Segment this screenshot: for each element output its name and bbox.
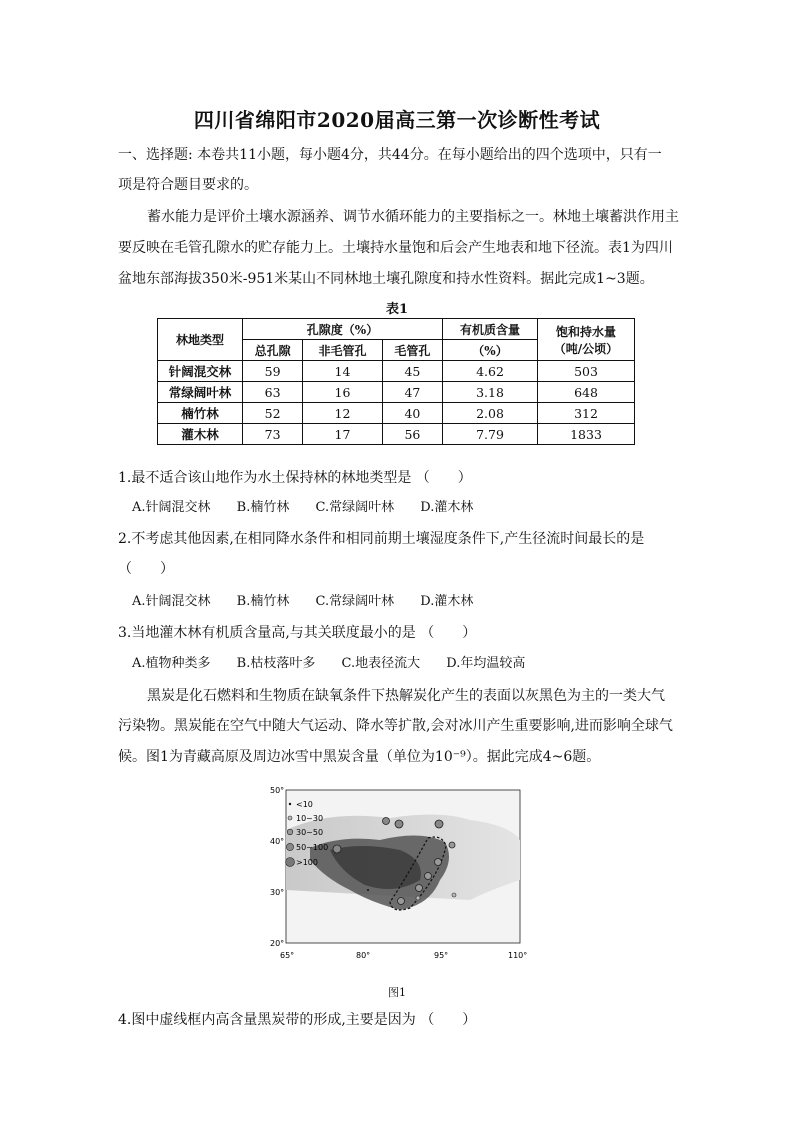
lat-label: 30° (270, 888, 285, 897)
header-forest-type: 林地类型 (158, 319, 243, 361)
cell: 503 (538, 361, 635, 382)
option-a: A.针阔混交林 (132, 594, 211, 609)
sample-point (416, 896, 420, 900)
cell: 47 (382, 382, 442, 403)
legend-marker (286, 843, 293, 850)
figure-caption: 图1 (388, 986, 406, 999)
table-row (158, 403, 635, 424)
section-intro-line-1: 一、选择题: 本卷共11小题，每小题4分，共44分。在每小题给出的四个选项中，只有一 (118, 147, 662, 163)
page-title: 四川省绵阳市2020届高三第一次诊断性考试 (193, 108, 601, 132)
cell: 常绿阔叶林 (158, 382, 243, 403)
option-b: B.楠竹林 (236, 594, 290, 609)
black-carbon-map (270, 780, 540, 970)
cell: 7.79 (443, 424, 538, 445)
question-2-bracket: （ ） (118, 561, 174, 577)
cell: 2.08 (443, 403, 538, 424)
passage-1-line-3: 盆地东部海拔350米-951米某山不同林地土壤孔隙度和持水性资料。据此完成1~3题。 (118, 271, 654, 287)
option-a: A.针阔混交林 (132, 500, 211, 515)
sample-point (398, 898, 405, 905)
header-water (538, 319, 635, 361)
sample-point (383, 818, 390, 825)
sample-point (395, 820, 403, 828)
sample-point (367, 889, 369, 891)
lon-label: 110° (508, 951, 528, 960)
legend-marker (287, 829, 293, 835)
legend-label: 30~50 (296, 828, 324, 837)
header-water-label: 饱和持水量 (555, 324, 616, 339)
legend-marker (288, 816, 292, 820)
lat-label: 50° (270, 786, 285, 795)
question-4: 4.图中虚线框内高含量黑炭带的形成,主要是因为 （ ） (118, 1012, 477, 1028)
header-organic-unit: （%） (443, 340, 538, 361)
legend-label: <10 (296, 800, 313, 809)
lon-label: 95° (434, 951, 449, 960)
header-porosity: 孔隙度（%） (243, 319, 443, 340)
header-water-unit: （吨/公顷） (553, 341, 619, 356)
soil-data-table (157, 318, 635, 445)
cell: 648 (538, 382, 635, 403)
option-d: D.年均温较高 (446, 656, 526, 671)
option-d: D.灌木林 (420, 500, 474, 515)
cell: 4.62 (443, 361, 538, 382)
cell: 40 (382, 403, 442, 424)
cell: 52 (243, 403, 303, 424)
passage-1-line-2: 要反映在毛管孔隙水的贮存能力上。土壤持水量饱和后会产生地表和地下径流。表1为四川 (118, 240, 673, 256)
cell: 59 (243, 361, 303, 382)
sample-point (425, 873, 432, 880)
cell: 312 (538, 403, 635, 424)
cell: 45 (382, 361, 442, 382)
cell: 针阔混交林 (158, 361, 243, 382)
legend-label: 50~100 (296, 843, 329, 852)
header-organic: 有机质含量 (443, 319, 538, 340)
passage-2-line-3: 候。图1为青藏高原及周边冰雪中黑炭含量（单位为10⁻⁹）。据此完成4~6题。 (118, 749, 601, 765)
table-row (158, 382, 635, 403)
section-intro-line-2: 项是符合题目要求的。 (118, 177, 258, 193)
cell: 17 (303, 424, 383, 445)
sample-point (435, 820, 443, 828)
subheader-noncapillary: 非毛管孔 (303, 340, 383, 361)
cell: 3.18 (443, 382, 538, 403)
cell: 楠竹林 (158, 403, 243, 424)
legend-label: >100 (296, 858, 318, 867)
cell: 1833 (538, 424, 635, 445)
lon-label: 65° (280, 951, 295, 960)
question-3-options (132, 654, 547, 674)
cell: 灌木林 (158, 424, 243, 445)
option-c: C.常绿阔叶林 (315, 500, 395, 515)
cell: 12 (303, 403, 383, 424)
sample-point (333, 845, 341, 853)
lat-label: 40° (270, 837, 285, 846)
lon-label: 80° (356, 951, 371, 960)
sample-point (449, 842, 455, 848)
option-c: C.常绿阔叶林 (315, 594, 395, 609)
option-b: B.楠竹林 (236, 500, 290, 515)
cell: 56 (382, 424, 442, 445)
legend-marker (286, 858, 295, 867)
sample-point (452, 893, 456, 897)
question-1: 1.最不适合该山地作为水土保持林的林地类型是 （ ） (118, 470, 472, 486)
option-d: D.灌木林 (420, 594, 474, 609)
question-2-options (132, 592, 495, 612)
passage-2-line-1: 黑炭是化石燃料和生物质在缺氧条件下热解炭化产生的表面以灰黑色为主的一类大气 (147, 688, 665, 704)
sample-point (435, 859, 442, 866)
option-c: C.地表径流大 (341, 656, 421, 671)
cell: 63 (243, 382, 303, 403)
option-a: A.植物种类多 (132, 656, 211, 671)
legend-label: 10~30 (296, 814, 324, 823)
option-b: B.枯枝落叶多 (236, 656, 316, 671)
cell: 16 (303, 382, 383, 403)
question-1-options (132, 498, 495, 518)
table-row (158, 361, 635, 382)
lat-label: 20° (270, 939, 285, 948)
subheader-capillary: 毛管孔 (382, 340, 442, 361)
subheader-total: 总孔隙 (243, 340, 303, 361)
table-caption: 表1 (385, 302, 409, 317)
passage-2-line-2: 污染物。黑炭能在空气中随大气运动、降水等扩散,会对冰川产生重要影响,进而影响全球气 (118, 718, 673, 734)
sample-point (416, 885, 423, 892)
cell: 14 (303, 361, 383, 382)
passage-1-line-1: 蓄水能力是评价土壤水源涵养、调节水循环能力的主要指标之一。林地土壤蓄洪作用主 (147, 209, 679, 225)
question-2: 2.不考虑其他因素,在相同降水条件和相同前期土壤湿度条件下,产生径流时间最长的是 (118, 531, 645, 547)
question-3: 3.当地灌木林有机质含量高,与其关联度最小的是 （ ） (118, 625, 477, 641)
cell: 73 (243, 424, 303, 445)
legend-marker (289, 803, 291, 805)
table-row (158, 424, 635, 445)
